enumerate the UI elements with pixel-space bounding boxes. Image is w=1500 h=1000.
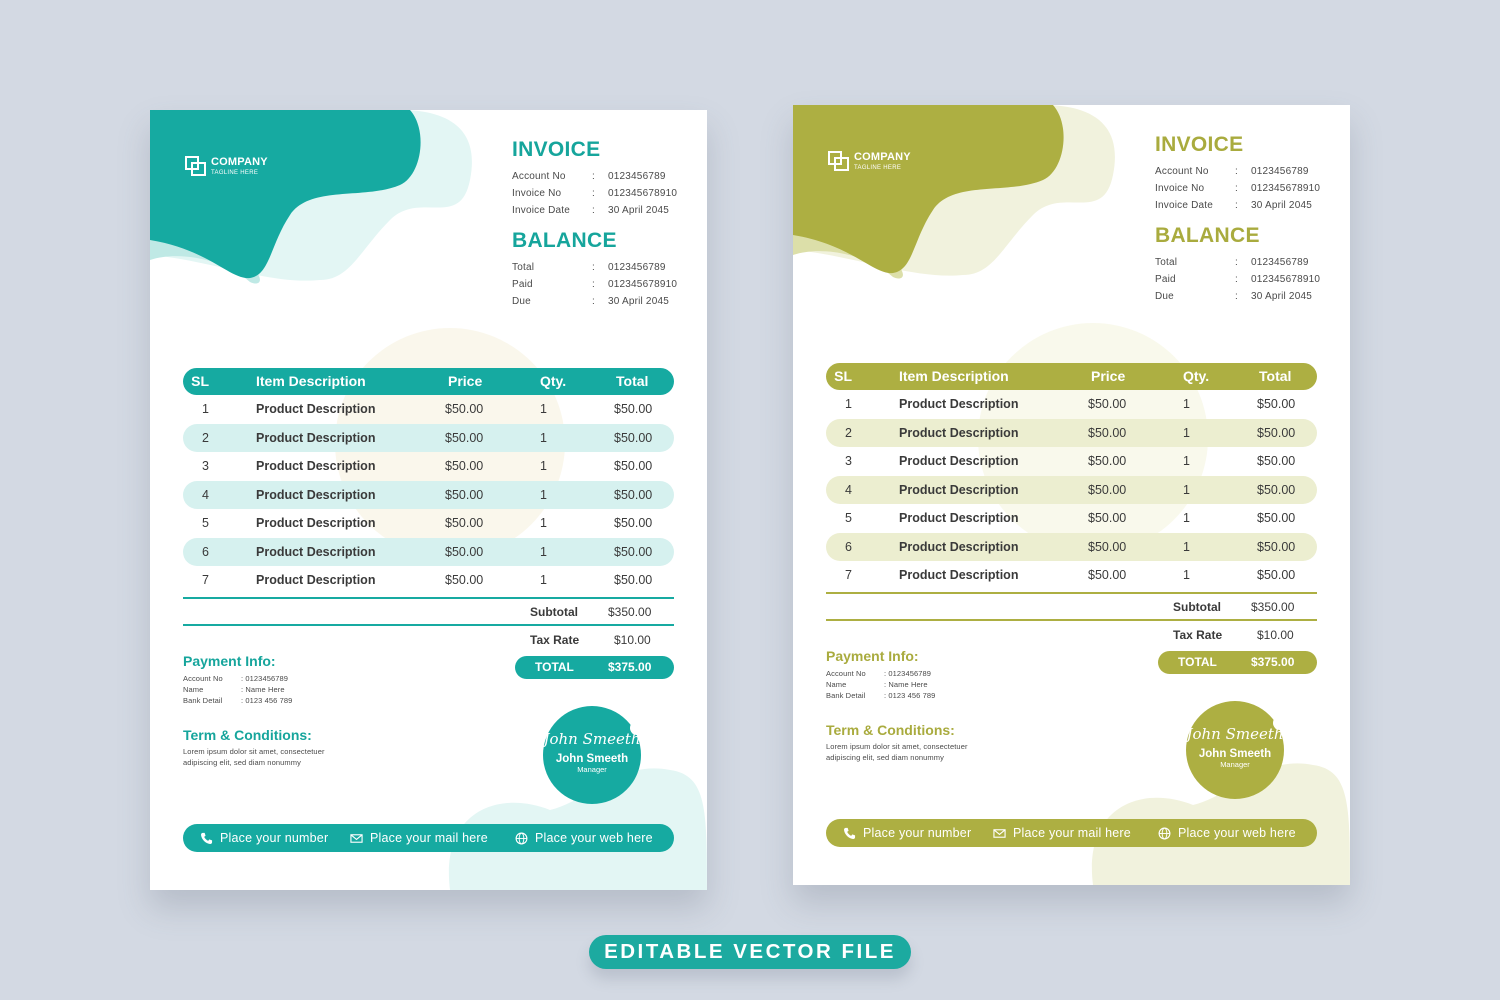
editable-vector-badge: EDITABLE VECTOR FILE [589, 935, 911, 969]
table-row: 2 Product Description $50.00 1 $50.00 [826, 419, 1317, 448]
invoice-block [1155, 133, 1320, 214]
balance-row: Total : 0123456789 [512, 262, 666, 273]
footer-phone[interactable]: Place your number [200, 824, 328, 852]
balance-row: Total : 0123456789 [1155, 257, 1309, 268]
footer-mail[interactable]: Place your mail here [350, 824, 488, 852]
signature-stamp [543, 706, 641, 804]
signer-name: John Smeeth [1198, 748, 1272, 760]
table-row: 4 Product Description $50.00 1 $50.00 [183, 481, 674, 510]
total-pill [1158, 651, 1317, 674]
table-row: 3 Product Description $50.00 1 $50.00 [845, 454, 1296, 468]
subtotal-value: $350.00 [608, 605, 652, 619]
terms-text: Lorem ipsum dolor sit amet, consectetuer adipiscing elit, sed diam nonummy [826, 742, 968, 762]
footer-web[interactable]: Place your web here [515, 824, 653, 852]
subtotal-value: $350.00 [1251, 600, 1295, 614]
payment-row: Name : Name Here [183, 685, 285, 694]
invoice-row: Invoice Date : 30 April 2045 [512, 205, 669, 216]
table-row: 5 Product Description $50.00 1 $50.00 [202, 516, 653, 530]
signature-stamp [1186, 701, 1284, 799]
terms-title: Term & Conditions: [826, 722, 955, 738]
company-logo [827, 149, 911, 173]
table-divider [183, 597, 674, 599]
table-row: 3 Product Description $50.00 1 $50.00 [202, 459, 653, 473]
payment-row: Bank Detail : 0123 456 789 [826, 691, 936, 700]
company-name: COMPANY [211, 155, 268, 168]
logo-squares-icon [827, 149, 851, 173]
balance-row: Paid : 012345678910 [512, 279, 678, 290]
signature-script: John Smeeth [1186, 725, 1284, 743]
signer-role: Manager [1220, 760, 1250, 769]
payment-info [826, 648, 935, 701]
balance-title: BALANCE [512, 229, 617, 252]
total-value: $375.00 [608, 660, 652, 674]
payment-row: Name : Name Here [826, 680, 928, 689]
invoice-row: Account No : 0123456789 [1155, 166, 1309, 177]
signer-name: John Smeeth [555, 753, 629, 765]
invoice-row: Invoice No : 012345678910 [512, 188, 678, 199]
footer-mail[interactable]: Place your mail here [993, 819, 1131, 847]
invoice-teal [150, 110, 707, 890]
table-header: SL Item Description Price Qty. Total [826, 363, 1317, 390]
total-label: TOTAL [1178, 655, 1217, 669]
signer-role: Manager [577, 765, 607, 774]
subtotal-label: Subtotal [1173, 600, 1221, 614]
invoice-row: Invoice Date : 30 April 2045 [1155, 200, 1312, 211]
contact-footer [826, 819, 1317, 847]
subtotal-divider [183, 624, 674, 626]
logo-squares-icon [184, 154, 208, 178]
balance-row: Paid : 012345678910 [1155, 274, 1321, 285]
tax-label: Tax Rate [1173, 628, 1223, 642]
invoice-title: INVOICE [512, 138, 601, 161]
table-header: SL Item Description Price Qty. Total [183, 368, 674, 395]
mail-icon [993, 827, 1006, 840]
terms-conditions [183, 727, 353, 768]
invoice-title: INVOICE [1155, 133, 1244, 156]
company-name: COMPANY [854, 150, 911, 163]
total-value: $375.00 [1251, 655, 1295, 669]
payment-row: Account No : 0123456789 [183, 674, 289, 683]
footer-web[interactable]: Place your web here [1158, 819, 1296, 847]
table-row: 5 Product Description $50.00 1 $50.00 [845, 511, 1296, 525]
table-row: 1 Product Description $50.00 1 $50.00 [202, 402, 653, 416]
invoice-row: Account No : 0123456789 [512, 171, 666, 182]
signature-script: John Smeeth [543, 730, 641, 748]
table-divider [826, 592, 1317, 594]
payment-row: Account No : 0123456789 [826, 669, 932, 678]
total-label: TOTAL [535, 660, 574, 674]
total-pill [515, 656, 674, 679]
globe-icon [515, 832, 528, 845]
tax-value: $10.00 [1257, 628, 1294, 642]
subtotal-divider [826, 619, 1317, 621]
phone-icon [843, 827, 856, 840]
payment-title: Payment Info: [826, 648, 919, 664]
footer-phone[interactable]: Place your number [843, 819, 971, 847]
table-row: 2 Product Description $50.00 1 $50.00 [183, 424, 674, 453]
invoice-block [512, 138, 677, 219]
table-row: 6 Product Description $50.00 1 $50.00 [826, 533, 1317, 562]
invoice-row: Invoice No : 012345678910 [1155, 183, 1321, 194]
payment-title: Payment Info: [183, 653, 276, 669]
table-row: 7 Product Description $50.00 1 $50.00 [202, 573, 653, 587]
table-row: 6 Product Description $50.00 1 $50.00 [183, 538, 674, 567]
payment-row: Bank Detail : 0123 456 789 [183, 696, 293, 705]
balance-row: Due : 30 April 2045 [1155, 291, 1312, 302]
table-row: 4 Product Description $50.00 1 $50.00 [826, 476, 1317, 505]
subtotal-label: Subtotal [530, 605, 578, 619]
tax-value: $10.00 [614, 633, 651, 647]
contact-footer [183, 824, 674, 852]
terms-title: Term & Conditions: [183, 727, 312, 743]
company-logo [184, 154, 268, 178]
terms-conditions [826, 722, 996, 763]
balance-block [1155, 224, 1320, 305]
terms-text: Lorem ipsum dolor sit amet, consectetuer adipiscing elit, sed diam nonummy [183, 747, 325, 767]
invoice-olive [793, 105, 1350, 885]
company-tagline: TAGLINE HERE [854, 164, 902, 171]
tax-label: Tax Rate [530, 633, 580, 647]
table-row: 7 Product Description $50.00 1 $50.00 [845, 568, 1296, 582]
company-tagline: TAGLINE HERE [211, 169, 259, 176]
items-table [183, 368, 674, 595]
payment-info [183, 653, 292, 706]
phone-icon [200, 832, 213, 845]
items-table [826, 363, 1317, 590]
globe-icon [1158, 827, 1171, 840]
mail-icon [350, 832, 363, 845]
balance-title: BALANCE [1155, 224, 1260, 247]
table-row: 1 Product Description $50.00 1 $50.00 [845, 397, 1296, 411]
balance-block [512, 229, 677, 310]
balance-row: Due : 30 April 2045 [512, 296, 669, 307]
